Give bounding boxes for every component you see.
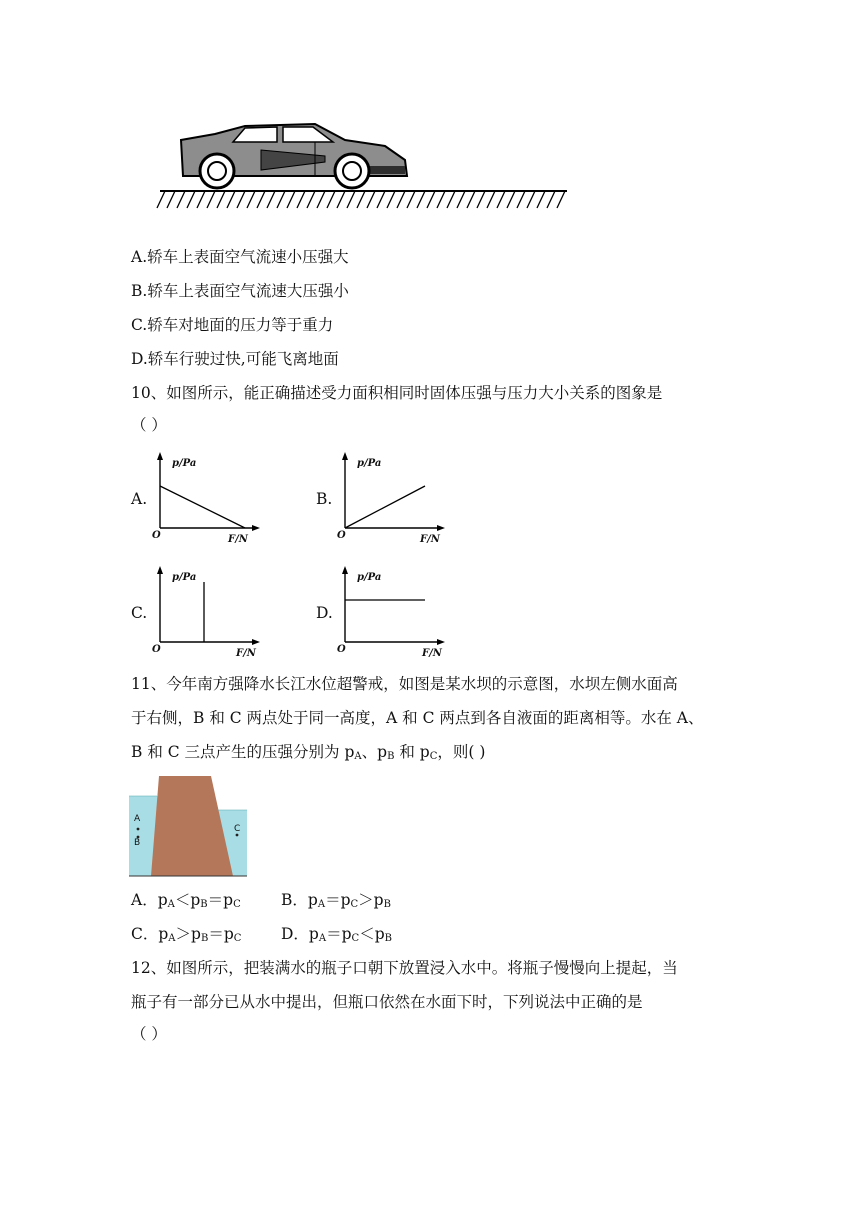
graph-d-y-axis-label: p/Pa (357, 572, 382, 583)
point-c-label: C (234, 824, 241, 834)
graph-a-y-axis-label: p/Pa (172, 458, 197, 469)
graph-c-x-axis-label: F/N (236, 648, 256, 659)
q11-option-c: C．$p_A>p_B=p_C$ (131, 925, 242, 944)
graph-d-x-axis-label: F/N (422, 648, 442, 659)
question-12-stem-line2: 瓶子有一部分已从水中提出，但瓶口依然在水面下时，下列说法中正确的是 (131, 993, 643, 1011)
graph-b-x-axis-label: F/N (420, 534, 440, 545)
graph-b-origin-label: O (337, 530, 346, 541)
graph-c-label: C. (131, 604, 148, 622)
graph-a-x-axis-label: F/N (228, 534, 248, 545)
q11-option-b: B．$p_A=p_C>p_B$ (281, 891, 391, 910)
point-b-label: B (134, 838, 141, 848)
question-12-answer-blank: （ ） (131, 1025, 167, 1043)
option-c: C.轿车对地面的压力等于重力 (131, 316, 334, 334)
graph-a-label: A. (131, 490, 148, 508)
graph-d-origin-label: O (337, 644, 346, 655)
graph-b-y-axis-label: p/Pa (357, 458, 382, 469)
question-10-stem: 10、如图所示，能正确描述受力面积相同时固体压强与压力大小关系的图象是 (131, 384, 663, 402)
question-11-stem-line1: 11、今年南方强降水长江水位超警戒，如图是某水坝的示意图，水坝左侧水面高 (131, 675, 678, 693)
option-a: A.轿车上表面空气流速小压强大 (131, 248, 349, 266)
graph-c-origin-label: O (152, 644, 161, 655)
question-11-stem-line3: B 和 C 三点产生的压强分别为 $p_A$、$p_B$ 和 $p_C$，则( ) (131, 743, 486, 762)
q11-option-a: A．$p_A<p_B=p_C$ (131, 891, 241, 910)
graph-c (150, 566, 280, 666)
q11-option-d: D．$p_A=p_C<p_B$ (281, 925, 392, 944)
graph-b (335, 452, 465, 552)
question-12-stem-line1: 12、如图所示，把装满水的瓶子口朝下放置浸入水中。将瓶子慢慢向上提起，当 (131, 959, 678, 977)
graph-c-y-axis-label: p/Pa (172, 572, 197, 583)
graph-d-label: D. (316, 604, 333, 622)
question-11-stem-line2: 于右侧，B 和 C 两点处于同一高度，A 和 C 两点到各自液面的距离相等。水在 A、 (131, 709, 704, 727)
option-d: D.轿车行驶过快,可能飞离地面 (131, 350, 339, 368)
graph-b-label: B. (316, 490, 333, 508)
graph-a-origin-label: O (152, 530, 161, 541)
graph-d (335, 566, 465, 666)
question-10-answer-blank: （ ） (131, 416, 167, 434)
dam-figure (129, 774, 249, 878)
point-a-label: A (134, 814, 141, 824)
car-figure (155, 118, 575, 213)
graph-a (150, 452, 280, 552)
option-b: B.轿车上表面空气流速大压强小 (131, 282, 349, 300)
